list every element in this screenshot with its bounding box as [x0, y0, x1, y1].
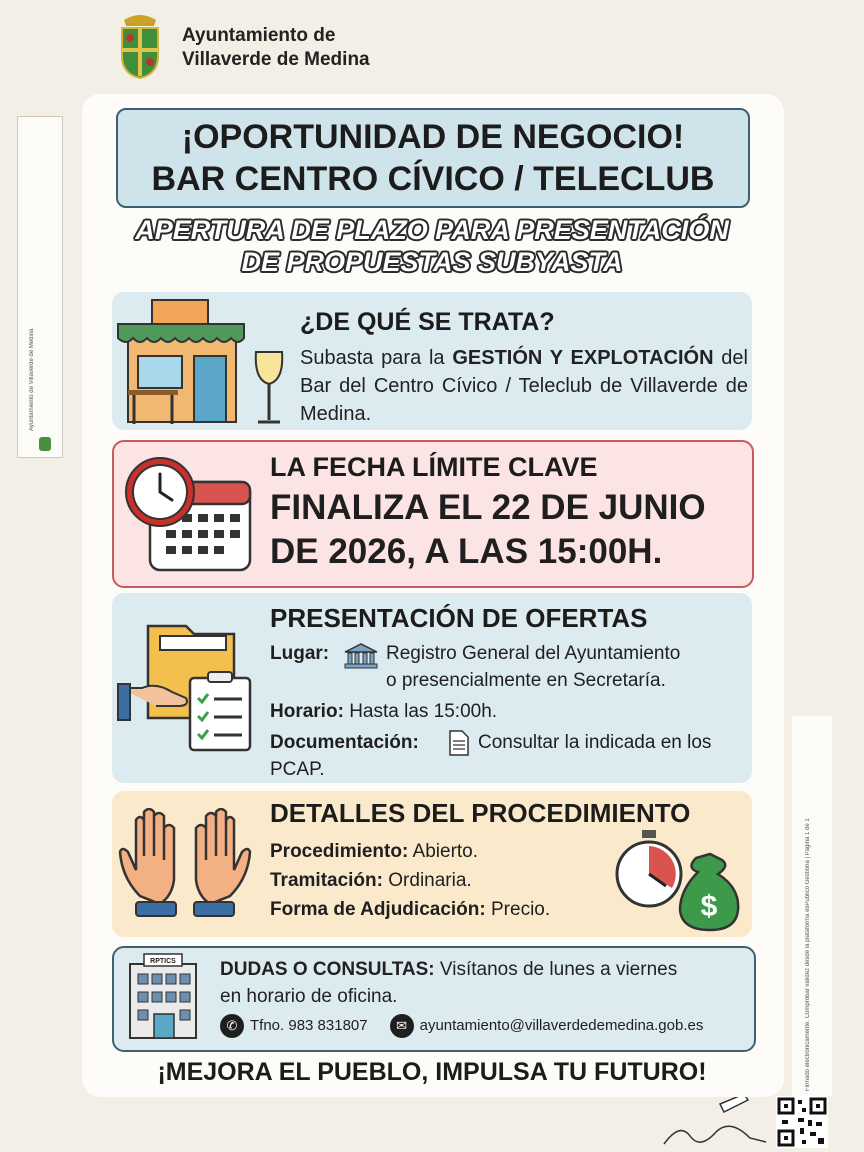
document-icon	[448, 729, 470, 757]
subtitle-line1: APERTURA DE PLAZO PARA PRESENTACIÓN	[135, 215, 729, 245]
procedure-type-value: Abierto.	[412, 841, 479, 862]
signature-icon	[660, 1092, 770, 1152]
building-sign: RPTICS	[150, 958, 176, 965]
title-line2: BAR CENTRO CÍVICO / TELECLUB	[151, 160, 715, 198]
procedure-type-row	[270, 838, 478, 865]
stamp-right-text: Firmado electrónicamente. Comprobar validez desde la plataforma esPublico Gestiona | Página 1 de 1	[805, 818, 811, 1091]
stopwatch-money-icon	[614, 828, 744, 934]
title-banner	[116, 108, 750, 208]
contact-label: DUDAS O CONSULTAS:	[220, 959, 435, 980]
bank-icon	[343, 642, 379, 670]
what-is-it-heading: ¿DE QUÉ SE TRATA?	[300, 308, 555, 336]
offers-place-line2: o presencialmente en Secretaría.	[386, 670, 666, 691]
org-line2: Villaverde de Medina	[182, 49, 370, 70]
building-icon	[120, 952, 206, 1040]
offers-place-row	[270, 640, 329, 667]
stamp-left-text: Ayuntamiento de Villaverde de Medina	[29, 328, 35, 431]
crest-icon	[118, 12, 162, 80]
title-line1: ¡OPORTUNIDAD DE NEGOCIO!	[181, 118, 685, 156]
offers-hours-row	[270, 698, 497, 725]
deadline-heading: LA FECHA LÍMITE CLAVE	[270, 452, 598, 482]
what-is-it-bold: GESTIÓN Y EXPLOTACIÓN	[452, 347, 714, 369]
slogan: ¡MEJORA EL PUEBLO, IMPULSA TU FUTURO!	[157, 1058, 707, 1086]
what-is-it-pre: Subasta para la	[300, 347, 453, 369]
phone-icon: ✆	[220, 1014, 244, 1038]
registry-stamp-right	[792, 716, 832, 1096]
what-is-it-post: del Bar del Centro Cívico / Teleclub de Villaverde de Medina.	[300, 347, 748, 425]
offers-docs-value: Consultar la indicada en los	[478, 732, 712, 753]
offers-place-line1: Registro General del Ayuntamiento	[386, 643, 681, 664]
crest-small-icon	[38, 435, 52, 453]
folder-checklist-icon	[116, 622, 256, 754]
contact-email[interactable]: ayuntamiento@villaverdedemedina.gob.es	[419, 1017, 704, 1034]
contact-details	[220, 1014, 703, 1038]
organization-name	[182, 24, 370, 72]
procedure-heading: DETALLES DEL PROCEDIMIENTO	[270, 798, 691, 828]
offers-heading: PRESENTACIÓN DE OFERTAS	[270, 603, 648, 633]
deadline-line1: FINALIZA EL 22 DE JUNIO	[270, 488, 706, 527]
offers-hours-value: Hasta las 15:00h.	[349, 701, 498, 722]
subtitle-line2: DE PROPUESTAS SUBYASTA	[241, 247, 623, 277]
procedure-award-row	[270, 896, 550, 923]
svg-text:$: $	[700, 890, 718, 923]
qr-code-icon[interactable]	[776, 1096, 828, 1148]
procedure-processing-value: Ordinaria.	[388, 870, 472, 891]
offers-docs-value2: PCAP.	[270, 759, 325, 780]
hands-icon	[116, 808, 254, 920]
offers-place-value	[386, 640, 680, 694]
org-line1: Ayuntamiento de	[182, 25, 336, 46]
offers-hours-label: Horario:	[270, 701, 344, 722]
offers-docs-label: Documentación:	[270, 732, 419, 753]
offers-docs-row	[270, 729, 419, 756]
deadline-date	[270, 486, 706, 574]
deadline-line2: DE 2026, A LAS 15:00H.	[270, 532, 663, 571]
contact-text	[220, 956, 690, 1010]
subtitle	[100, 214, 764, 278]
registry-stamp-left	[17, 116, 63, 458]
procedure-processing-row	[270, 867, 472, 894]
procedure-type-label: Procedimiento:	[270, 841, 409, 862]
mail-icon: ✉	[390, 1014, 414, 1038]
procedure-processing-label: Tramitación:	[270, 870, 383, 891]
contact-body: Visítanos de lunes a viernes en horario de oficina.	[220, 959, 678, 1007]
contact-phone[interactable]: Tfno. 983 831807	[250, 1017, 368, 1034]
what-is-it-body	[300, 344, 748, 428]
procedure-award-label: Forma de Adjudicación:	[270, 899, 486, 920]
shop-icon	[116, 298, 292, 428]
procedure-award-value: Precio.	[491, 899, 551, 920]
offers-place-label: Lugar:	[270, 643, 330, 664]
clock-calendar-icon	[122, 452, 254, 576]
